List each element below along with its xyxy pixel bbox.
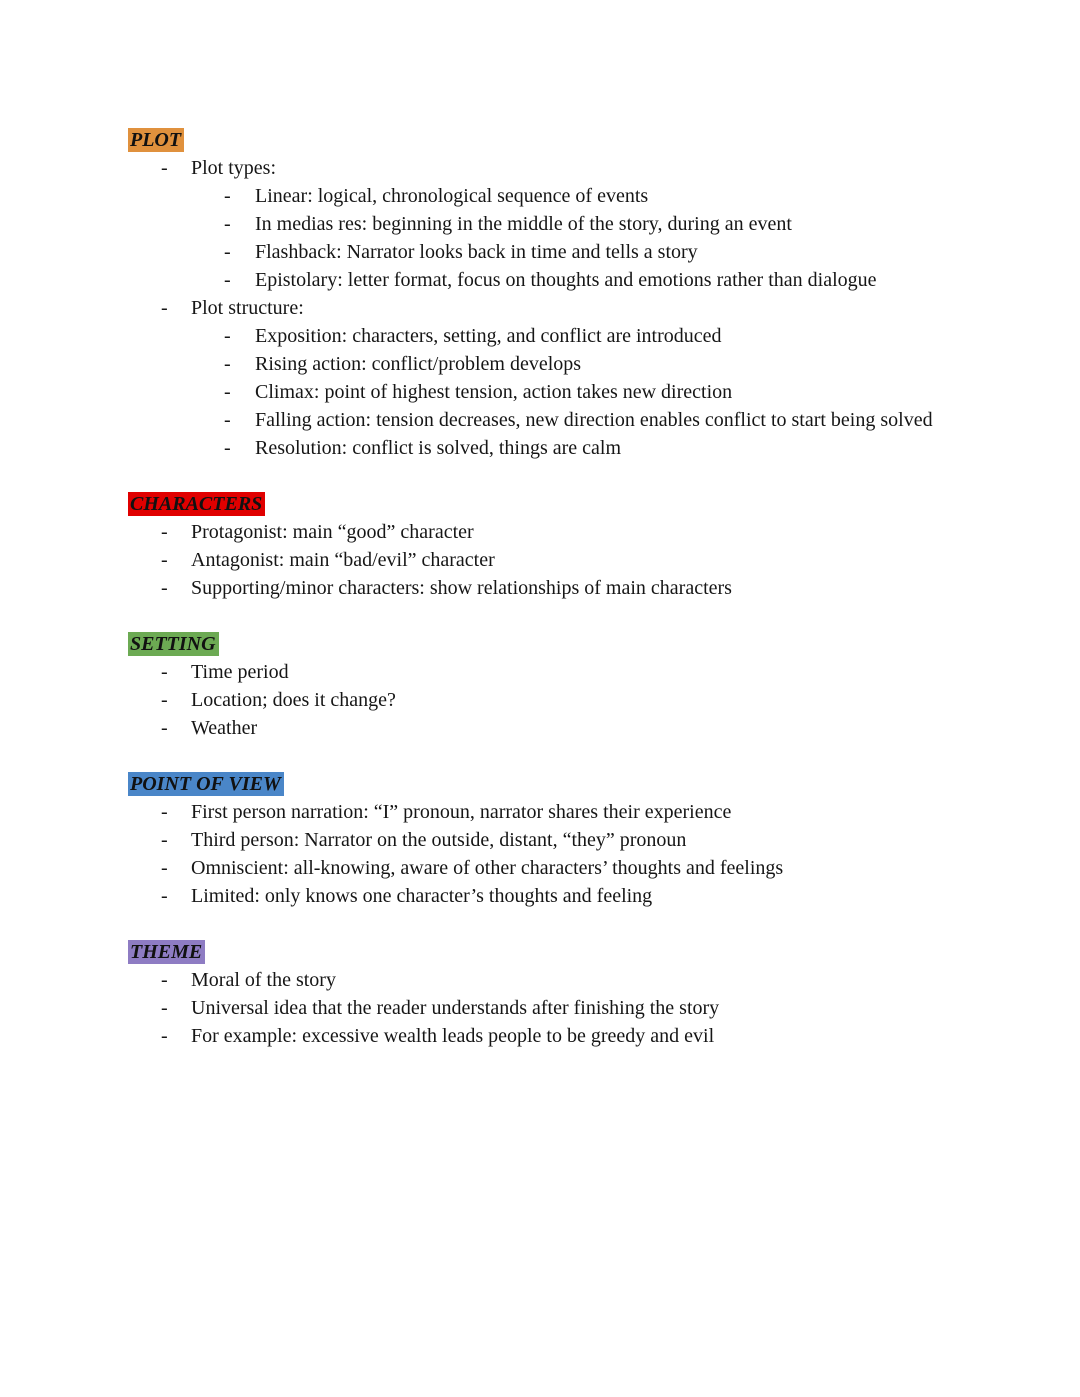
list-item xyxy=(128,546,952,574)
section-setting xyxy=(128,630,952,742)
list-item xyxy=(128,182,952,210)
section-theme xyxy=(128,938,952,1050)
bullet-dash: - xyxy=(224,269,231,291)
item-text: Antagonist: main “bad/evil” character xyxy=(191,549,495,571)
list-item xyxy=(128,994,952,1022)
bullet-dash: - xyxy=(161,885,168,907)
list-item xyxy=(128,266,952,294)
bullet-dash: - xyxy=(161,689,168,711)
bullet-dash: - xyxy=(161,801,168,823)
bullet-dash: - xyxy=(161,549,168,571)
section-heading xyxy=(128,126,952,154)
list-item xyxy=(128,882,952,910)
section-point-of-view xyxy=(128,770,952,910)
item-text: Time period xyxy=(191,661,289,683)
item-text: Weather xyxy=(191,717,258,739)
item-text: Universal idea that the reader understands after finishing the story xyxy=(191,997,720,1019)
item-text: Epistolary: letter format, focus on thoughts and emotions rather than dialogue xyxy=(255,269,877,291)
bullet-dash: - xyxy=(161,857,168,879)
item-text: Flashback: Narrator looks back in time and tells a story xyxy=(255,241,698,263)
bullet-dash: - xyxy=(224,409,231,431)
list-item xyxy=(128,798,952,826)
item-text: Resolution: conflict is solved, things are calm xyxy=(255,437,622,459)
bullet-dash: - xyxy=(224,185,231,207)
section-heading xyxy=(128,770,952,798)
list-item xyxy=(128,518,952,546)
item-text: Plot structure: xyxy=(191,297,304,319)
section-title-highlight: POINT OF VIEW xyxy=(128,772,284,796)
item-text: Limited: only knows one character’s thoughts and feeling xyxy=(191,885,653,907)
item-text: First person narration: “I” pronoun, narrator shares their experience xyxy=(191,801,732,823)
bullet-dash: - xyxy=(161,829,168,851)
list-item xyxy=(128,350,952,378)
list-item xyxy=(128,434,952,462)
item-text: Rising action: conflict/problem develops xyxy=(255,353,582,375)
bullet-dash: - xyxy=(161,521,168,543)
section-title-highlight: THEME xyxy=(128,940,205,964)
bullet-dash: - xyxy=(161,577,168,599)
list-item xyxy=(128,378,952,406)
list-item xyxy=(128,854,952,882)
item-text: Linear: logical, chronological sequence of events xyxy=(255,185,649,207)
item-text: Third person: Narrator on the outside, distant, “they” pronoun xyxy=(191,829,687,851)
section-title-highlight: SETTING xyxy=(128,632,219,656)
item-text: Climax: point of highest tension, action takes new direction xyxy=(255,381,733,403)
list-item xyxy=(128,1022,952,1050)
bullet-dash: - xyxy=(224,241,231,263)
section-title-highlight: CHARACTERS xyxy=(128,492,265,516)
bullet-dash: - xyxy=(161,157,168,179)
bullet-dash: - xyxy=(161,969,168,991)
section-heading xyxy=(128,630,952,658)
list-item xyxy=(128,658,952,686)
list-item xyxy=(128,714,952,742)
list-item xyxy=(128,322,952,350)
bullet-dash: - xyxy=(161,1025,168,1047)
list-item xyxy=(128,210,952,238)
item-text: Supporting/minor characters: show relationships of main characters xyxy=(191,577,732,599)
item-text: Omniscient: all-knowing, aware of other characters’ thoughts and feelings xyxy=(191,857,784,879)
list-item xyxy=(128,966,952,994)
bullet-dash: - xyxy=(161,717,168,739)
section-characters xyxy=(128,490,952,602)
item-text: Location; does it change? xyxy=(191,689,396,711)
item-text: Falling action: tension decreases, new direction enables conflict to start being solved xyxy=(255,409,933,431)
section-plot xyxy=(128,126,952,462)
section-heading xyxy=(128,938,952,966)
section-title-highlight: PLOT xyxy=(128,128,184,152)
list-item xyxy=(128,294,952,322)
bullet-dash: - xyxy=(224,213,231,235)
list-item xyxy=(128,406,952,434)
item-text: Plot types: xyxy=(191,157,277,179)
bullet-dash: - xyxy=(161,661,168,683)
bullet-dash: - xyxy=(161,297,168,319)
section-heading xyxy=(128,490,952,518)
bullet-dash: - xyxy=(224,325,231,347)
bullet-dash: - xyxy=(224,381,231,403)
item-text: In medias res: beginning in the middle of the story, during an event xyxy=(255,213,792,235)
list-item xyxy=(128,154,952,182)
list-item xyxy=(128,238,952,266)
list-item xyxy=(128,686,952,714)
list-item xyxy=(128,826,952,854)
item-text: Protagonist: main “good” character xyxy=(191,521,474,543)
item-text: Exposition: characters, setting, and conflict are introduced xyxy=(255,325,722,347)
bullet-dash: - xyxy=(161,997,168,1019)
bullet-dash: - xyxy=(224,353,231,375)
bullet-dash: - xyxy=(224,437,231,459)
item-text: For example: excessive wealth leads people to be greedy and evil xyxy=(191,1025,715,1047)
item-text: Moral of the story xyxy=(191,969,336,991)
list-item xyxy=(128,574,952,602)
